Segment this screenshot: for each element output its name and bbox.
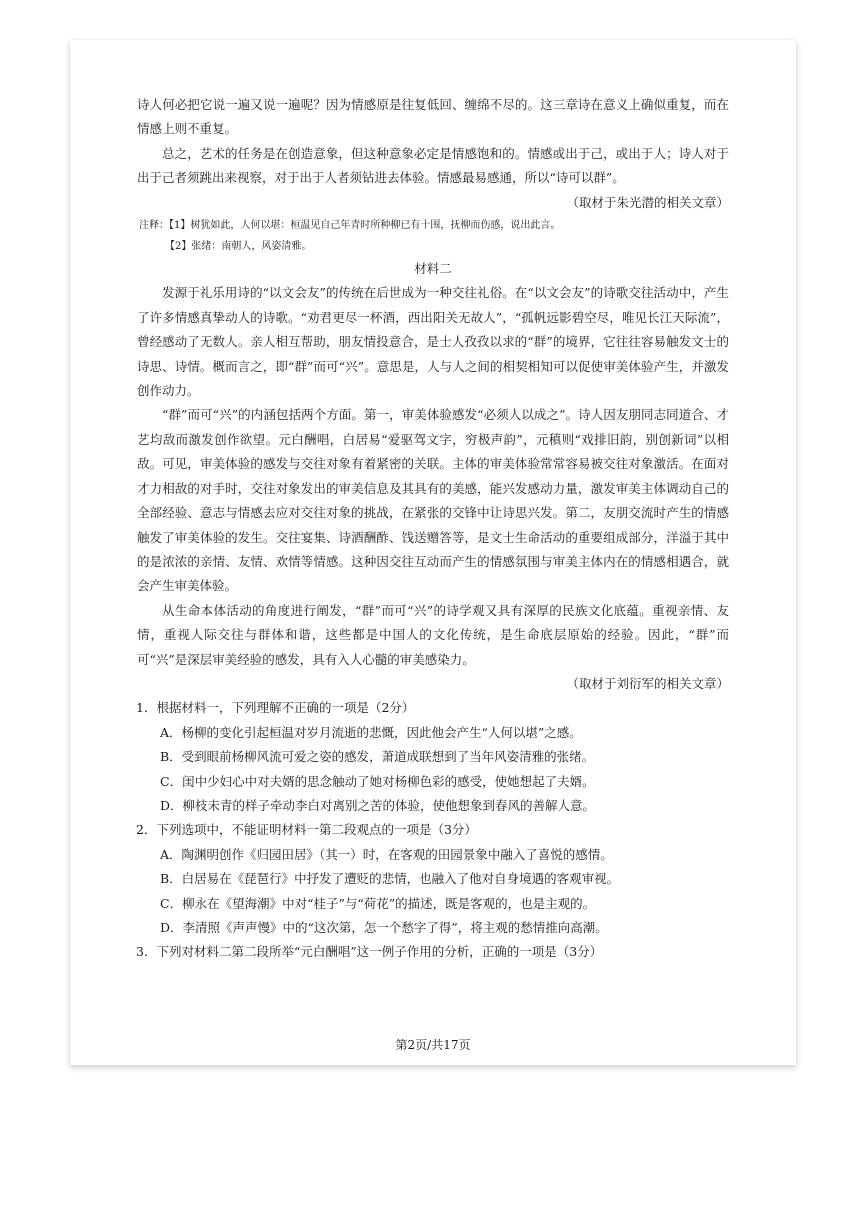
exam-page <box>70 40 796 1065</box>
question-option: B．白居易在《琵琶行》中抒发了遭贬的悲情，也融入了他对自身境遇的客观审视。 <box>160 871 620 887</box>
material1-paragraph: 总之，艺术的任务是在创造意象，但这种意象必定是情感饱和的。情感或出于己，或出于人；诗人对于出于己者须跳出来视察，对于出于人者须钻进去体验。情感最易感通，所以“诗可以群”。 <box>137 145 729 186</box>
question-option: C．柳永在《望海潮》中对“桂子”与“荷花”的描述，既是客观的，也是主观的。 <box>160 895 596 911</box>
annotation-note: 【2】张绪：南朝人，风姿清雅。 <box>165 241 312 253</box>
material2-source: （取材于刘衍军的相关文章） <box>566 675 729 691</box>
question-option: B．受到眼前杨柳风流可爱之姿的感发，萧道成联想到了当年风姿清雅的张绪。 <box>160 749 595 765</box>
question-option: D．李清照《声声慢》中的“这次第，怎一个愁字了得”，将主观的愁情推向高潮。 <box>160 920 608 935</box>
page-number: 第2页/共17页 <box>395 1038 471 1052</box>
question-stem: 3．下列对材料二第二段所举“元白酬唱”这一例子作用的分析，正确的一项是（3分） <box>136 944 603 960</box>
material2-title: 材料二 <box>414 261 452 277</box>
question-stem: 1．根据材料一，下列理解不正确的一项是（2分） <box>136 700 415 716</box>
question-option: D．柳枝未青的样子牵动李白对离别之苦的体验，使他想象到春风的善解人意。 <box>160 797 596 813</box>
material2-paragraph: 从生命本体活动的角度进行阐发，“群”而可“兴”的诗学观又具有深厚的民族文化底蕴。重视亲情、友情，重视人际交往与群体和谐，这些都是中国人的文化传统，是生命底层原始的经验。因此，“群”而可“兴”是深层审美经验的感发，具有入人心髓的审美感染力。 <box>137 602 729 667</box>
material2-paragraph: 发源于礼乐用诗的“以文会友”的传统在后世成为一种交往礼俗。在“以文会友”的诗歌交往活动中，产生了许多情感真挚动人的诗歌。“劝君更尽一杯酒，西出阳关无故人”，“孤帆远影碧空尽，唯见长江天际流”，曾经感动了无数人。亲人相互帮助，朋友情投意合，是士人孜孜以求的“群”的境界，它往往容易触发文士的诗思、诗情。概而言之，即“群”而可“兴”。意思是，人与人之间的相契相知可以促使审美体验产生，并激发创作动力。 <box>137 285 729 399</box>
question-stem: 2．下列选项中，不能证明材料一第二段观点的一项是（3分） <box>136 822 477 838</box>
question-option: A．陶渊明创作《归园田居》（其一）时，在客观的田园景象中融入了喜悦的感情。 <box>160 846 613 862</box>
material1-paragraph: 诗人何必把它说一遍又说一遍呢？因为情感原是往复低回、缠绵不尽的。这三章诗在意义上确似重复，而在情感上则不重复。 <box>137 97 729 137</box>
question-option: C．闺中少妇心中对夫婿的思念触动了她对杨柳色彩的感受，使她想起了夫婿。 <box>160 773 595 789</box>
page-content <box>137 93 729 965</box>
material1-source: （取材于朱光潜的相关文章） <box>566 194 729 210</box>
material2-paragraph: “群”而可“兴”的内涵包括两个方面。第一，审美体验感发“必须人以成之”。诗人因友朋同志同道合、才艺均敌而激发创作欲望。元白酬唱，白居易“爱驱驾文字，穷极声韵”，元稹则“戏排旧韵，别创新词”以相敌。可见，审美体验的感发与交往对象有着紧密的关联。主体的审美体验常常容易被交往对象激活。在面对才力相敌的对手时，交往对象发出的审美信息及其具有的美感，能兴发感动力量，激发审美主体调动自己的全部经验、意志与情感去应对交往对象的挑战，在紧张的交锋中让诗思兴发。第二，友朋交流时产生的情感触发了审美体验的发生。交往宴集、诗酒酬酢、饯送赠答等，是文士生命活动的重要组成部分，洋溢于其中的是浓浓的亲情、友情、欢情等情感。这种因交往互动而产生的情感氛围与审美主体内在的情感相遇合，就会产生审美体验。 <box>137 407 729 594</box>
question-option: A．杨柳的变化引起桓温对岁月流逝的悲慨，因此他会产生“人何以堪”之感。 <box>160 724 582 740</box>
annotation-note: 注释：【1】树犹如此，人何以堪：桓温见自己年青时所种柳已有十围，抚柳而伤感，说出此言。 <box>139 220 561 232</box>
